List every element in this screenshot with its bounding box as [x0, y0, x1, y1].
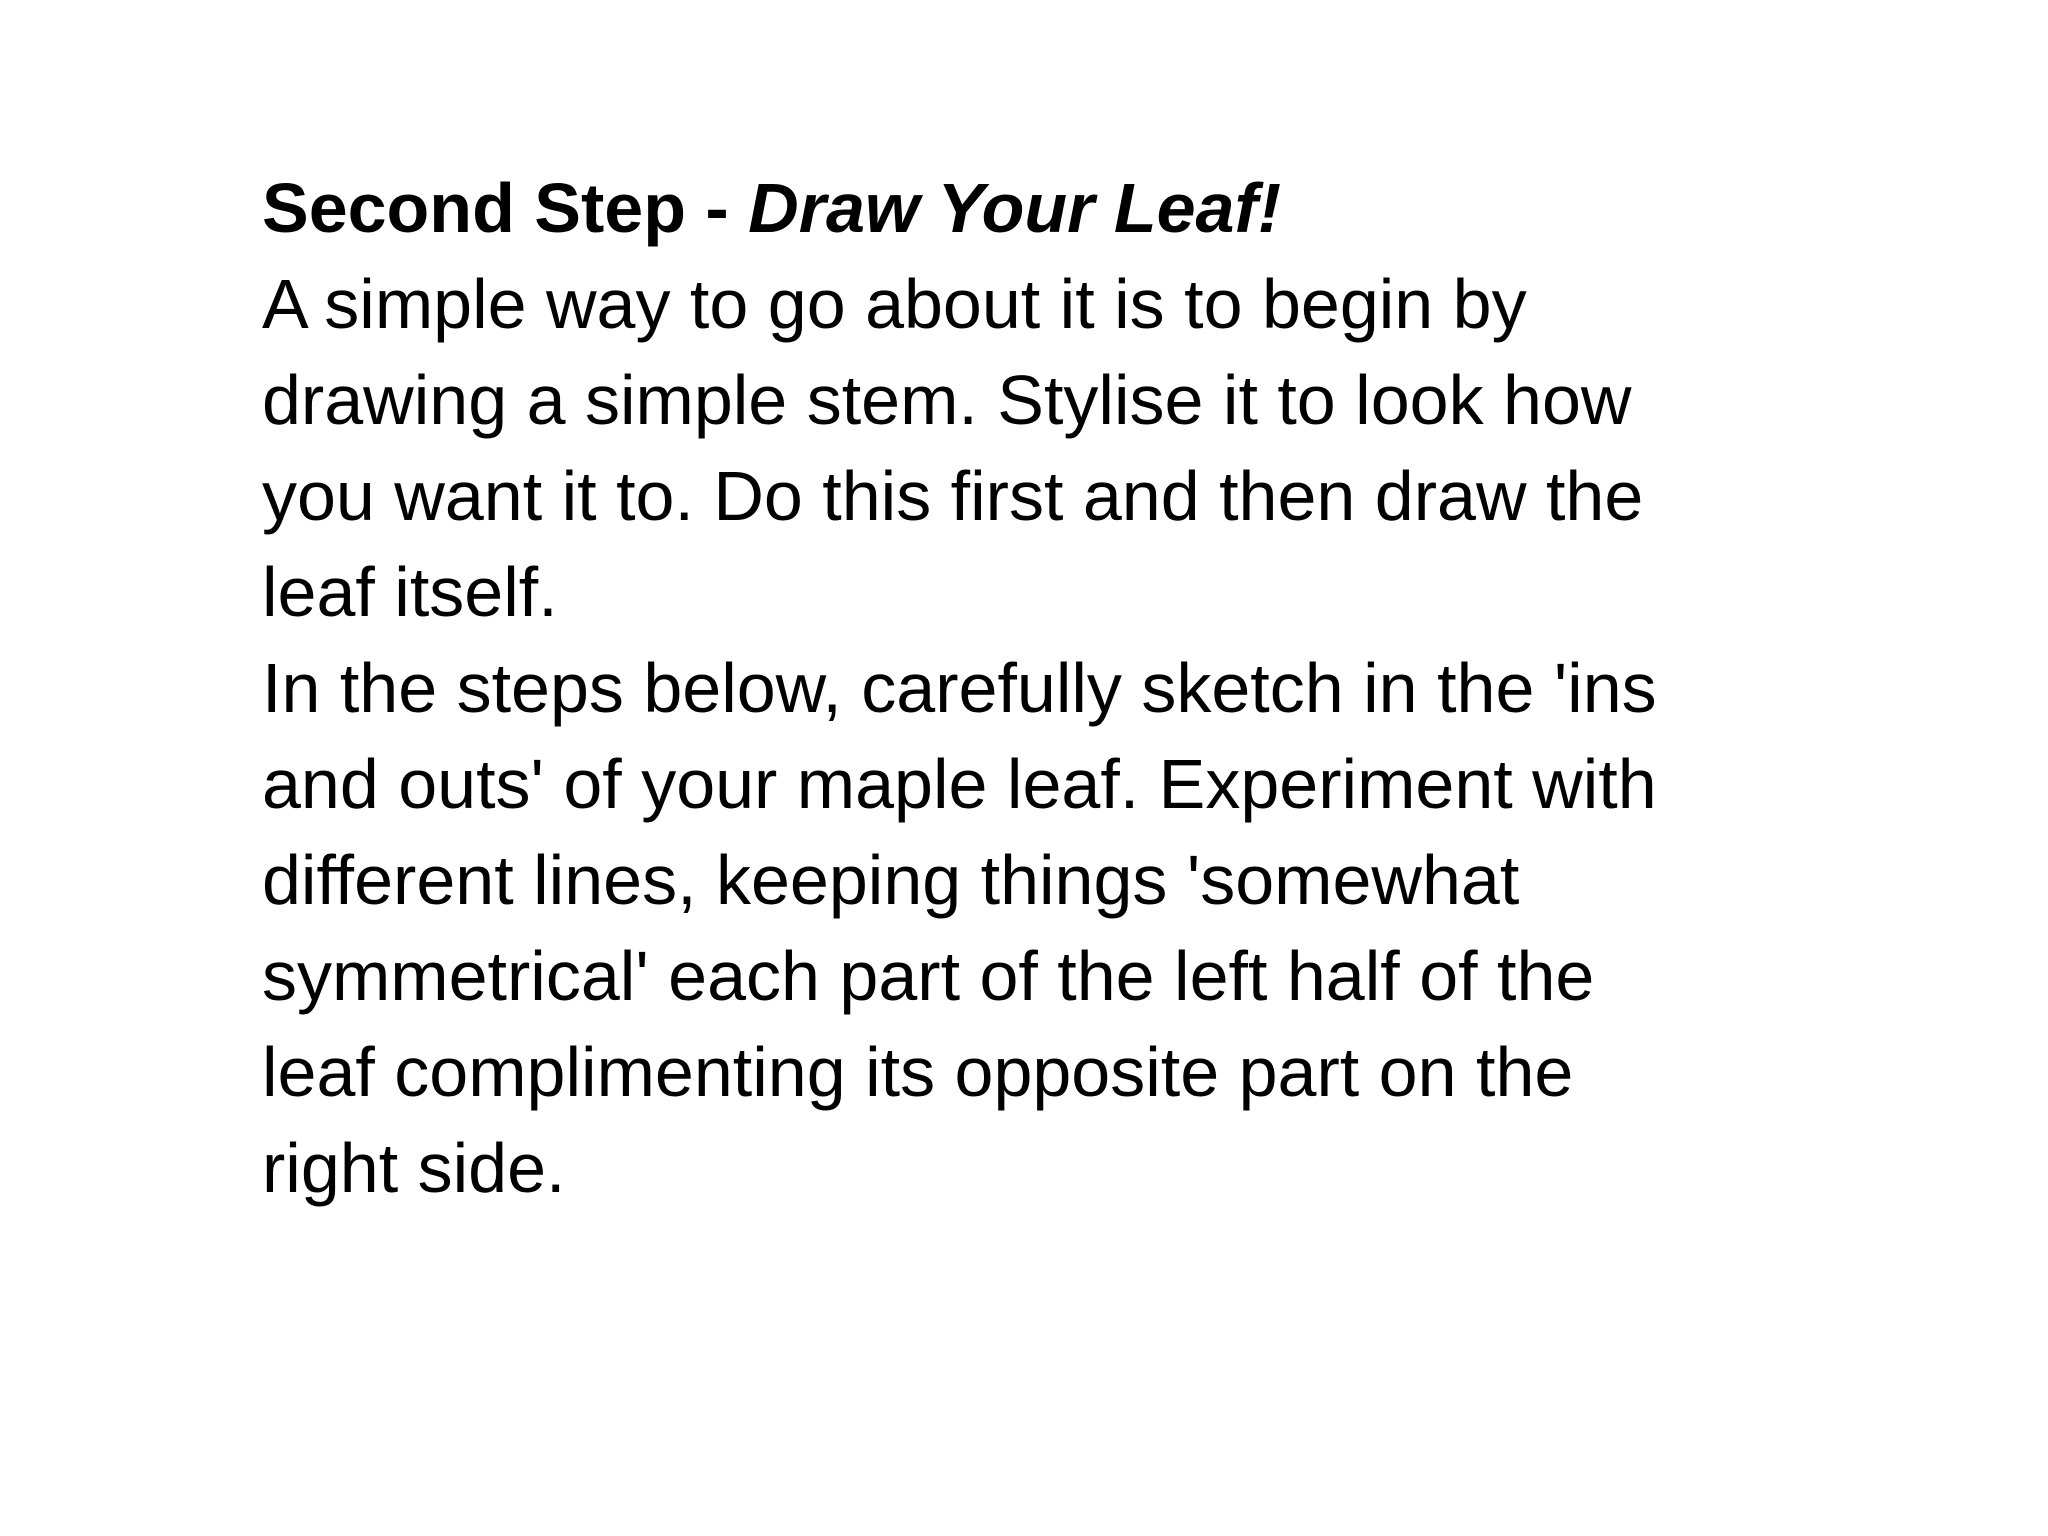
paragraph-line: right side.	[262, 1129, 566, 1207]
paragraph-line: In the steps below, carefully sketch in the 'ins	[262, 649, 1657, 727]
paragraph-line: and outs' of your maple leaf. Experiment with	[262, 745, 1657, 823]
step-heading-prefix: Second Step -	[262, 169, 749, 247]
paragraph-line: different lines, keeping things 'somewhat	[262, 841, 1520, 919]
paragraph-line: symmetrical' each part of the left half of the	[262, 937, 1595, 1015]
paragraph-line: A simple way to go about it is to begin by	[262, 265, 1527, 343]
paragraph-line: drawing a simple stem. Stylise it to look how	[262, 361, 1632, 439]
step-heading-emphasis: Draw Your Leaf!	[748, 169, 1282, 247]
instruction-paragraph-2	[262, 640, 1822, 1216]
paragraph-line: leaf complimenting its opposite part on the	[262, 1033, 1574, 1111]
text-content	[262, 160, 1822, 1216]
paragraph-line: leaf itself.	[262, 553, 558, 631]
instruction-paragraph-1	[262, 256, 1822, 640]
step-heading	[262, 160, 1822, 256]
paragraph-line: you want it to. Do this first and then draw the	[262, 457, 1644, 535]
